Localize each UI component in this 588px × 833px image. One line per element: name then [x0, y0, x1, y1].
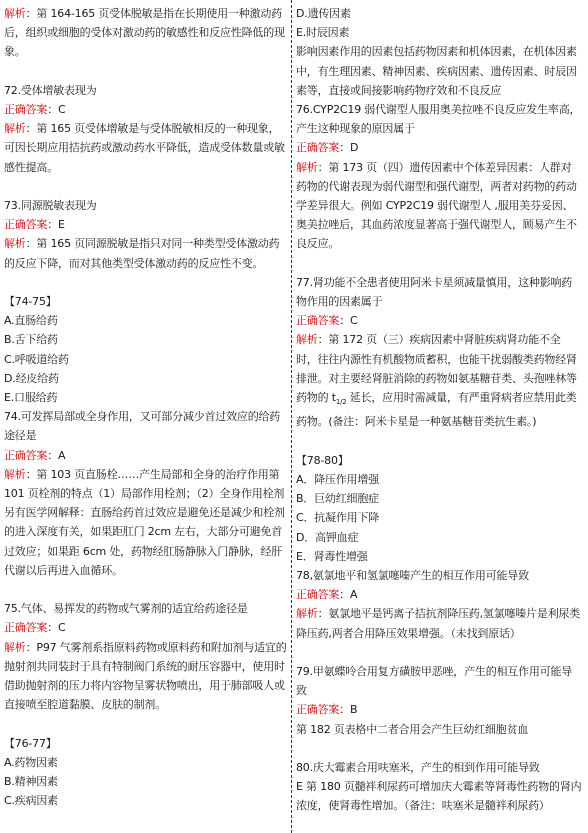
- factors-intro: 影响因素作用的因素包括药物因素和机体因素，在机体因素中，有生理因素、精神因素、疾病因素、遗传因素、时辰因素等，直接或间接影响药物疗效和不良反应: [296, 45, 577, 97]
- option-a: A.直肠给药: [4, 314, 58, 328]
- effect-option-e: E．肾毒性增强: [296, 549, 368, 563]
- factor-option-a: A.药物因素: [4, 755, 58, 769]
- group-heading-74-75: 【74-75】: [4, 295, 57, 308]
- q74-answer: 正确答案：A: [4, 448, 66, 462]
- column-divider: [291, 0, 292, 833]
- q74-extra-note: 另有医学网解释：直肠给药首过效应是避免还是减少和栓剂的进入深度有关，如果距肛门 2cm 左右，大部分可避免首过效应；如果距 6cm 处，药物经肛肠静脉入门静脉，经肝代谢以后再进入血循环。: [4, 506, 285, 577]
- option-e: E.口服给药: [4, 391, 58, 405]
- q75-analysis: 解析：P97 气雾剂系指原料药物或原料药和附加剂与适宜的抛射剂共同装封于具有特制阀门系统的耐压容器中，使用时借助抛射剂的压力将内容物呈雾状物喷出，用于肺部吸人或直接喷至腔道黏膜、皮肤的制剂。: [4, 640, 287, 712]
- q72-question: 72.受体增敏表现为: [4, 83, 97, 97]
- q77-analysis: 解析：第 172 页（三）疾病因素中肾脏疾病肾功能不全时，往往内源性有机酸物质蓄积，也能干扰弱酸类药物经肾排泄。对主要经肾脏消除的药物如氨基糖苷类、头孢唑林等药物的 $t_{1/2}$ 延长，应用时需减量，有严重肾病者应禁用此类药物。(备注：阿米卡星是一种氨基糖苷类抗生素。): [296, 333, 577, 429]
- option-c: C.呼吸道给药: [4, 352, 69, 366]
- factor-option-c: C.疾病因素: [4, 794, 58, 808]
- q76-answer: 正确答案：D: [296, 141, 359, 155]
- factor-option-d: D.遗传因素: [296, 7, 351, 20]
- q73-analysis: 解析：第 165 页同源脱敏是指只对同一种类型受体激动药的反应下降，而对其他类型受体激动药的反应性不变。: [4, 237, 280, 270]
- q80-analysis: E 第 180 页髓袢利尿药可增加庆大霉素等肾毒性药物的肾内浓度，使肾毒性增加。（备注：呋塞米是髓袢利尿药）: [296, 780, 582, 813]
- q79-question: 79.甲氨蝶呤合用复方磺胺甲恶唑，产生的相互作用可能导致: [296, 665, 573, 698]
- option-b: B.舌下给药: [4, 333, 58, 347]
- q75-question: 75.气体、易挥发的药物或气雾剂的适宜给药途径是: [4, 602, 248, 616]
- q71-analysis: 解析：第 164-165 页受体脱敏是指在长期使用一种激动药后，组织或细胞的受体对激动药的敏感性和反应性降低的现象。: [4, 7, 285, 59]
- group-heading-78-80: 【78-80】: [296, 453, 349, 467]
- q72-analysis: 解析：第 165 页受体增敏是与受体脱敏相反的一种现象，可因长期应用拮抗药或激动药水平降低，造成受体数量或敏感性提高。: [4, 122, 285, 174]
- effect-option-c: C．抗凝作用下降: [296, 511, 380, 525]
- group-heading-76-77: 【76-77】: [4, 736, 57, 750]
- q79-analysis: 第 182 页表格中二者合用会产生巨幼红细胞贫血: [296, 722, 529, 736]
- q79-answer: 正确答案：B: [296, 703, 358, 717]
- q77-question: 77.肾功能不全患者使用阿米卡星须减量慎用，这种影响药物作用的因素属于: [296, 275, 573, 309]
- factor-option-e: E.时辰因素: [296, 26, 350, 40]
- effect-option-d: D．高钾血症: [296, 530, 359, 544]
- left-column: [4, 4, 287, 829]
- q78-question: 78,氨氯地平和氢氯噻嗪产生的相互作用可能导致: [296, 569, 529, 583]
- q73-question: 73.同源脱敏表现为: [4, 199, 97, 212]
- right-column: [296, 4, 582, 829]
- q74-analysis: 解析：第 103 页直肠栓……产生局部和全身的治疗作用第 101 页栓剂的特点（1）局部作用栓剂；（2）全身作用栓剂: [4, 467, 285, 501]
- factor-option-b: B.精神因素: [4, 775, 58, 789]
- q76-analysis: 解析：第 173 页（四）遗传因素中个体差异因素：人群对药物的代谢表现为弱代谢型和强代谢型，两者对药物的药动学差异很大。例如 CYP2C19 弱代谢型人 ,服用美芬妥因、奥美拉唑后，其血药浓度显著高于强代谢型人，顾易产生不良反应。: [296, 160, 577, 251]
- q78-answer: 正确答案：A: [296, 588, 358, 602]
- q78-analysis: 解析：氨氯地平是钙离子拮抗剂降压药,氢氯噻嗪片是利尿类降压药,两者合用降压效果增强。（未找到原话）: [296, 607, 581, 640]
- effect-option-b: B．巨幼红细胞症: [296, 492, 379, 506]
- q80-question: 80.庆大霉素合用呋塞米，产生的相到作用可能导致: [296, 761, 540, 775]
- option-d: D.经皮给药: [4, 371, 59, 385]
- q76-question: 76.CYP2C19 弱代谢型人服用奥美拉唑不良反应发生率高，产生这种现象的原因属于: [296, 103, 581, 136]
- q74-question: 74.可发挥局部或全身作用，又可部分减少首过效应的给药途径是: [4, 410, 281, 443]
- q73-answer: 正确答案：E: [4, 218, 65, 232]
- effect-option-a: A．降压作用增强: [296, 473, 379, 487]
- q75-answer: 正确答案：C: [4, 621, 66, 635]
- q72-answer: 正确答案：C: [4, 103, 66, 116]
- q77-answer: 正确答案：C: [296, 314, 358, 328]
